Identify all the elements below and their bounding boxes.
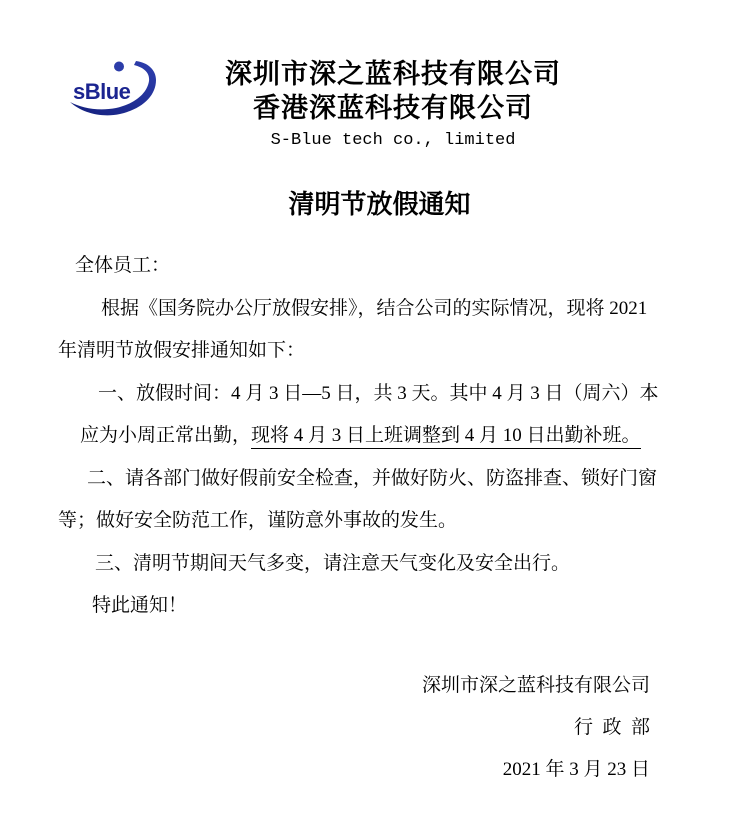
body-line-4-plain: 应为小周正常出勤， — [80, 425, 252, 446]
body-line-6: 等；做好安全防范工作，谨防意外事故的发生。 — [58, 510, 458, 531]
logo-text: sBlue — [73, 79, 131, 104]
body-line-7: 三、清明节期间天气多变，请注意天气变化及安全出行。 — [95, 552, 571, 574]
company-logo — [66, 58, 162, 118]
notice-body — [58, 245, 729, 628]
company-name-cn: 深圳市深之蓝科技有限公司 — [225, 59, 561, 89]
body-line-3: 一、放假时间：4 月 3 日—5 日，共 3 天。其中 4 月 3 日（周六）本 — [98, 382, 659, 404]
salutation-line: 全体员工： — [75, 255, 171, 276]
signature-department: 行 政 部 — [573, 716, 650, 738]
body-line-4-underlined: 现将 4 月 3 日上班调整到 4 月 10 日出勤补班。 — [251, 425, 641, 449]
logo-dot-icon — [114, 62, 124, 72]
body-line-1: 根据《国务院办公厅放假安排》，结合公司的实际情况，现将 2021 — [101, 297, 648, 319]
signature-block — [0, 665, 650, 791]
body-line-8: 特此通知！ — [92, 595, 188, 616]
notice-title: 清明节放假通知 — [288, 190, 471, 219]
company-name-hk: 香港深蓝科技有限公司 — [253, 93, 533, 123]
body-line-5: 二、请各部门做好假前安全检查，并做好防火、防盗排查、锁好门窗 — [87, 467, 658, 489]
body-line-2: 年清明节放假安排通知如下： — [58, 340, 306, 361]
signature-date: 2021 年 3 月 23 日 — [502, 758, 650, 780]
signature-company: 深圳市深之蓝科技有限公司 — [421, 674, 650, 696]
body-line-4 — [80, 415, 729, 458]
company-name-en: S-Blue tech co., limited — [270, 131, 516, 150]
